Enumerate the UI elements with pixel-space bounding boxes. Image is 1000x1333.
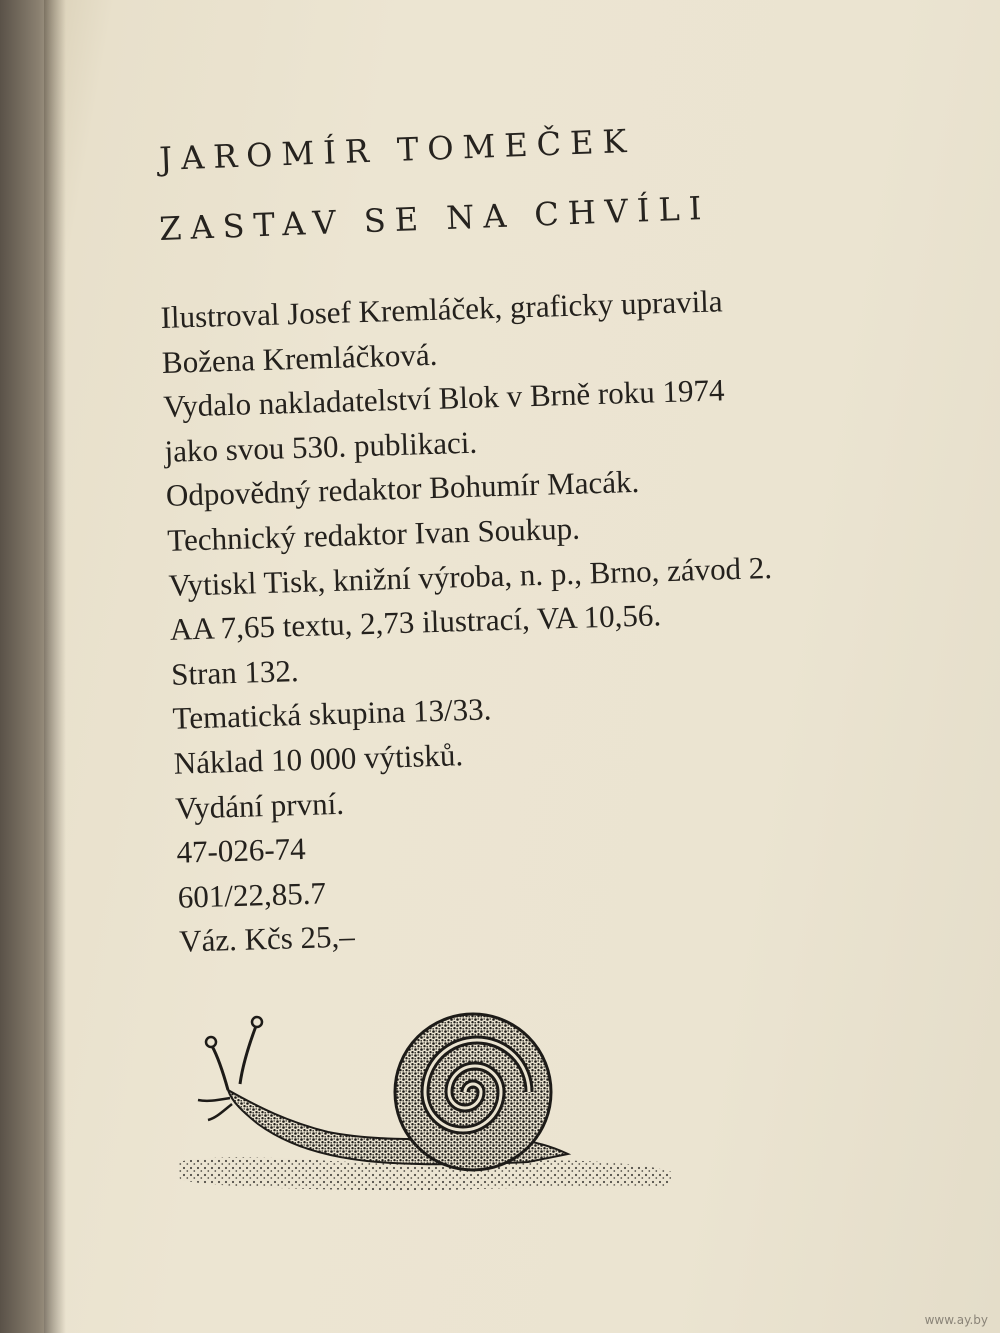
snail-shell (395, 1014, 551, 1170)
snail-illustration (168, 1012, 688, 1222)
imprint-line: Tematická skupina 13/33. (172, 691, 492, 737)
imprint-line: Váz. Kčs 25,– (178, 918, 356, 960)
imprint-line: 47-026-74 (175, 831, 307, 870)
imprint-line: Stran 132. (170, 652, 300, 692)
imprint-line: Vydání první. (174, 785, 345, 826)
imprint-block (160, 273, 960, 965)
imprint-line: Náklad 10 000 výtisků. (173, 737, 464, 781)
imprint-line: Technický redaktor Ivan Soukup. (166, 510, 581, 558)
imprint-line: 601/22,85.7 (177, 875, 327, 915)
imprint-line: Vytiskl Tisk, knižní výroba, n. p., Brno, závod 2. (168, 549, 773, 603)
imprint-line: AA 7,65 textu, 2,73 ilustrací, VA 10,56. (169, 597, 662, 648)
page-gutter-shadow (44, 0, 66, 1333)
imprint-line: Božena Kremláčková. (161, 336, 438, 380)
imprint-line: Vydalo nakladatelství Blok v Brně roku 1974 (162, 372, 725, 425)
book-title: ZASTAV SE NA CHVÍLI (158, 188, 712, 248)
imprint-line: Ilustroval Josef Kremláček, graficky upravila (160, 283, 724, 335)
author-name: JAROMÍR TOMEČEK (158, 121, 637, 178)
watermark: www.ay.by (924, 1313, 988, 1327)
imprint-line: Odpovědný redaktor Bohumír Macák. (165, 464, 640, 514)
imprint-line: jako svou 530. publikaci. (164, 424, 478, 469)
